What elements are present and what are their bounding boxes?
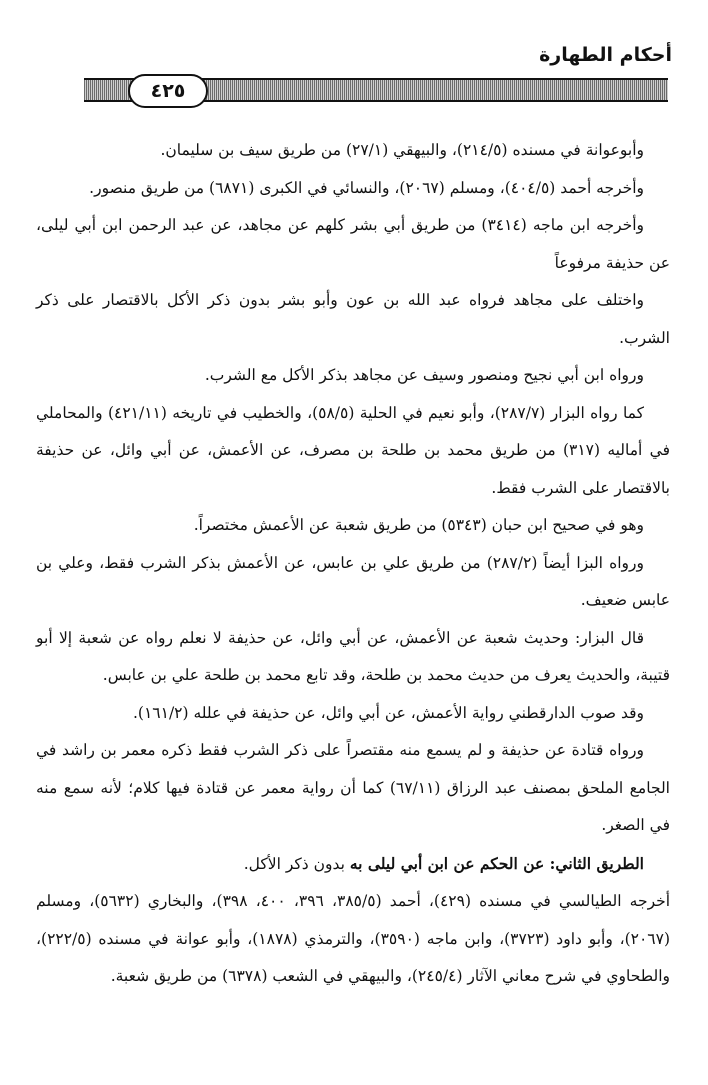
section-heading: الطريق الثاني: عن الحكم عن ابن أبي ليلى به xyxy=(349,853,644,873)
page-header xyxy=(0,0,708,110)
paragraph-12 xyxy=(36,845,670,884)
paragraph-7: وهو في صحيح ابن حبان (٥٣٤٣) من طريق شعبة عن الأعمش مختصراً. xyxy=(193,516,644,534)
page-body xyxy=(36,132,670,996)
section-heading-rest: بدون ذكر الأكل. xyxy=(243,854,350,873)
paragraph-5: ورواه ابن أبي نجيح ومنصور وسيف عن مجاهد بذكر الأكل مع الشرب. xyxy=(204,366,644,384)
paragraph-10: وقد صوب الدارقطني رواية الأعمش، عن أبي وائل، عن حذيفة في علله (١٦١/٢). xyxy=(133,703,644,722)
paragraph-8: ورواه البزا أيضاً (٢٨٧/٢) من طريق علي بن عابس، عن الأعمش بذكر الشرب فقط، وعلي بن عابس ضعيف. xyxy=(36,553,670,609)
paragraph-9: قال البزار: وحديث شعبة عن الأعمش، عن أبي وائل، عن حذيفة لا نعلم رواه عن شعبة إلا أبو قتيبة، والحديث يعرف من حديث محمد بن طلحة، وقد تابع محمد بن طلحة علي بن عابس. xyxy=(36,628,670,684)
paragraph-6: كما رواه البزار (٢٨٧/٧)، وأبو نعيم في الحلية (٥٨/٥)، والخطيب في تاريخه (٤٢١/١١) والمحاملي في أماليه (٣١٧) من طريق محمد بن طلحة بن مصرف، عن الأعمش، عن أبي وائل، عن حذيفة بالاقتصار على الشرب فقط. xyxy=(36,403,670,497)
paragraph-4: واختلف على مجاهد فرواه عبد الله بن عون وأبو بشر بدون ذكر الأكل بالاقتصار على ذكر الشرب. xyxy=(36,291,670,347)
paragraph-1: وأبوعوانة في مسنده (٢١٤/٥)، والبيهقي (٢٧/١) من طريق سيف بن سليمان. xyxy=(160,141,644,159)
paragraph-11: ورواه قتادة عن حذيفة و لم يسمع منه مقتصراً على ذكر الشرب فقط ذكره معمر بن راشد في الجامع الملحق بمصنف عبد الرزاق (٦٧/١١) كما أن رواية معمر عن قتادة فيها كلام؛ لأنه سمع منه في الصغر. xyxy=(36,741,670,834)
paragraph-13: أخرجه الطيالسي في مسنده (٤٢٩)، أحمد (٣٨٥/٥، ٣٩٦، ٤٠٠، ٣٩٨)، والبخاري (٥٦٣٢)، ومسلم (٢٠٦٧)، وأبو داود (٣٧٢٣)، وابن ماجه (٣٥٩٠)، والترمذي (١٨٧٨)، وأبو عوانة في مسنده (٢٢٢/٥)، والطحاوي في شرح معاني الآثار (٢٤٥/٤)، والبيهقي في الشعب (٦٣٧٨) من طريق شعبة. xyxy=(36,892,671,985)
page-number: ٤٢٥ xyxy=(128,74,208,108)
paragraph-2: وأخرجه أحمد (٤٠٤/٥)، ومسلم (٢٠٦٧)، والنسائي في الكبرى (٦٨٧١) من طريق منصور. xyxy=(89,178,644,197)
book-title: أحكام الطهارة xyxy=(539,44,672,66)
paragraph-3: وأخرجه ابن ماجه (٣٤١٤) من طريق أبي بشر كلهم عن مجاهد، عن عبد الرحمن ابن أبي ليلى، عن حذيفة مرفوعاً xyxy=(36,216,670,272)
